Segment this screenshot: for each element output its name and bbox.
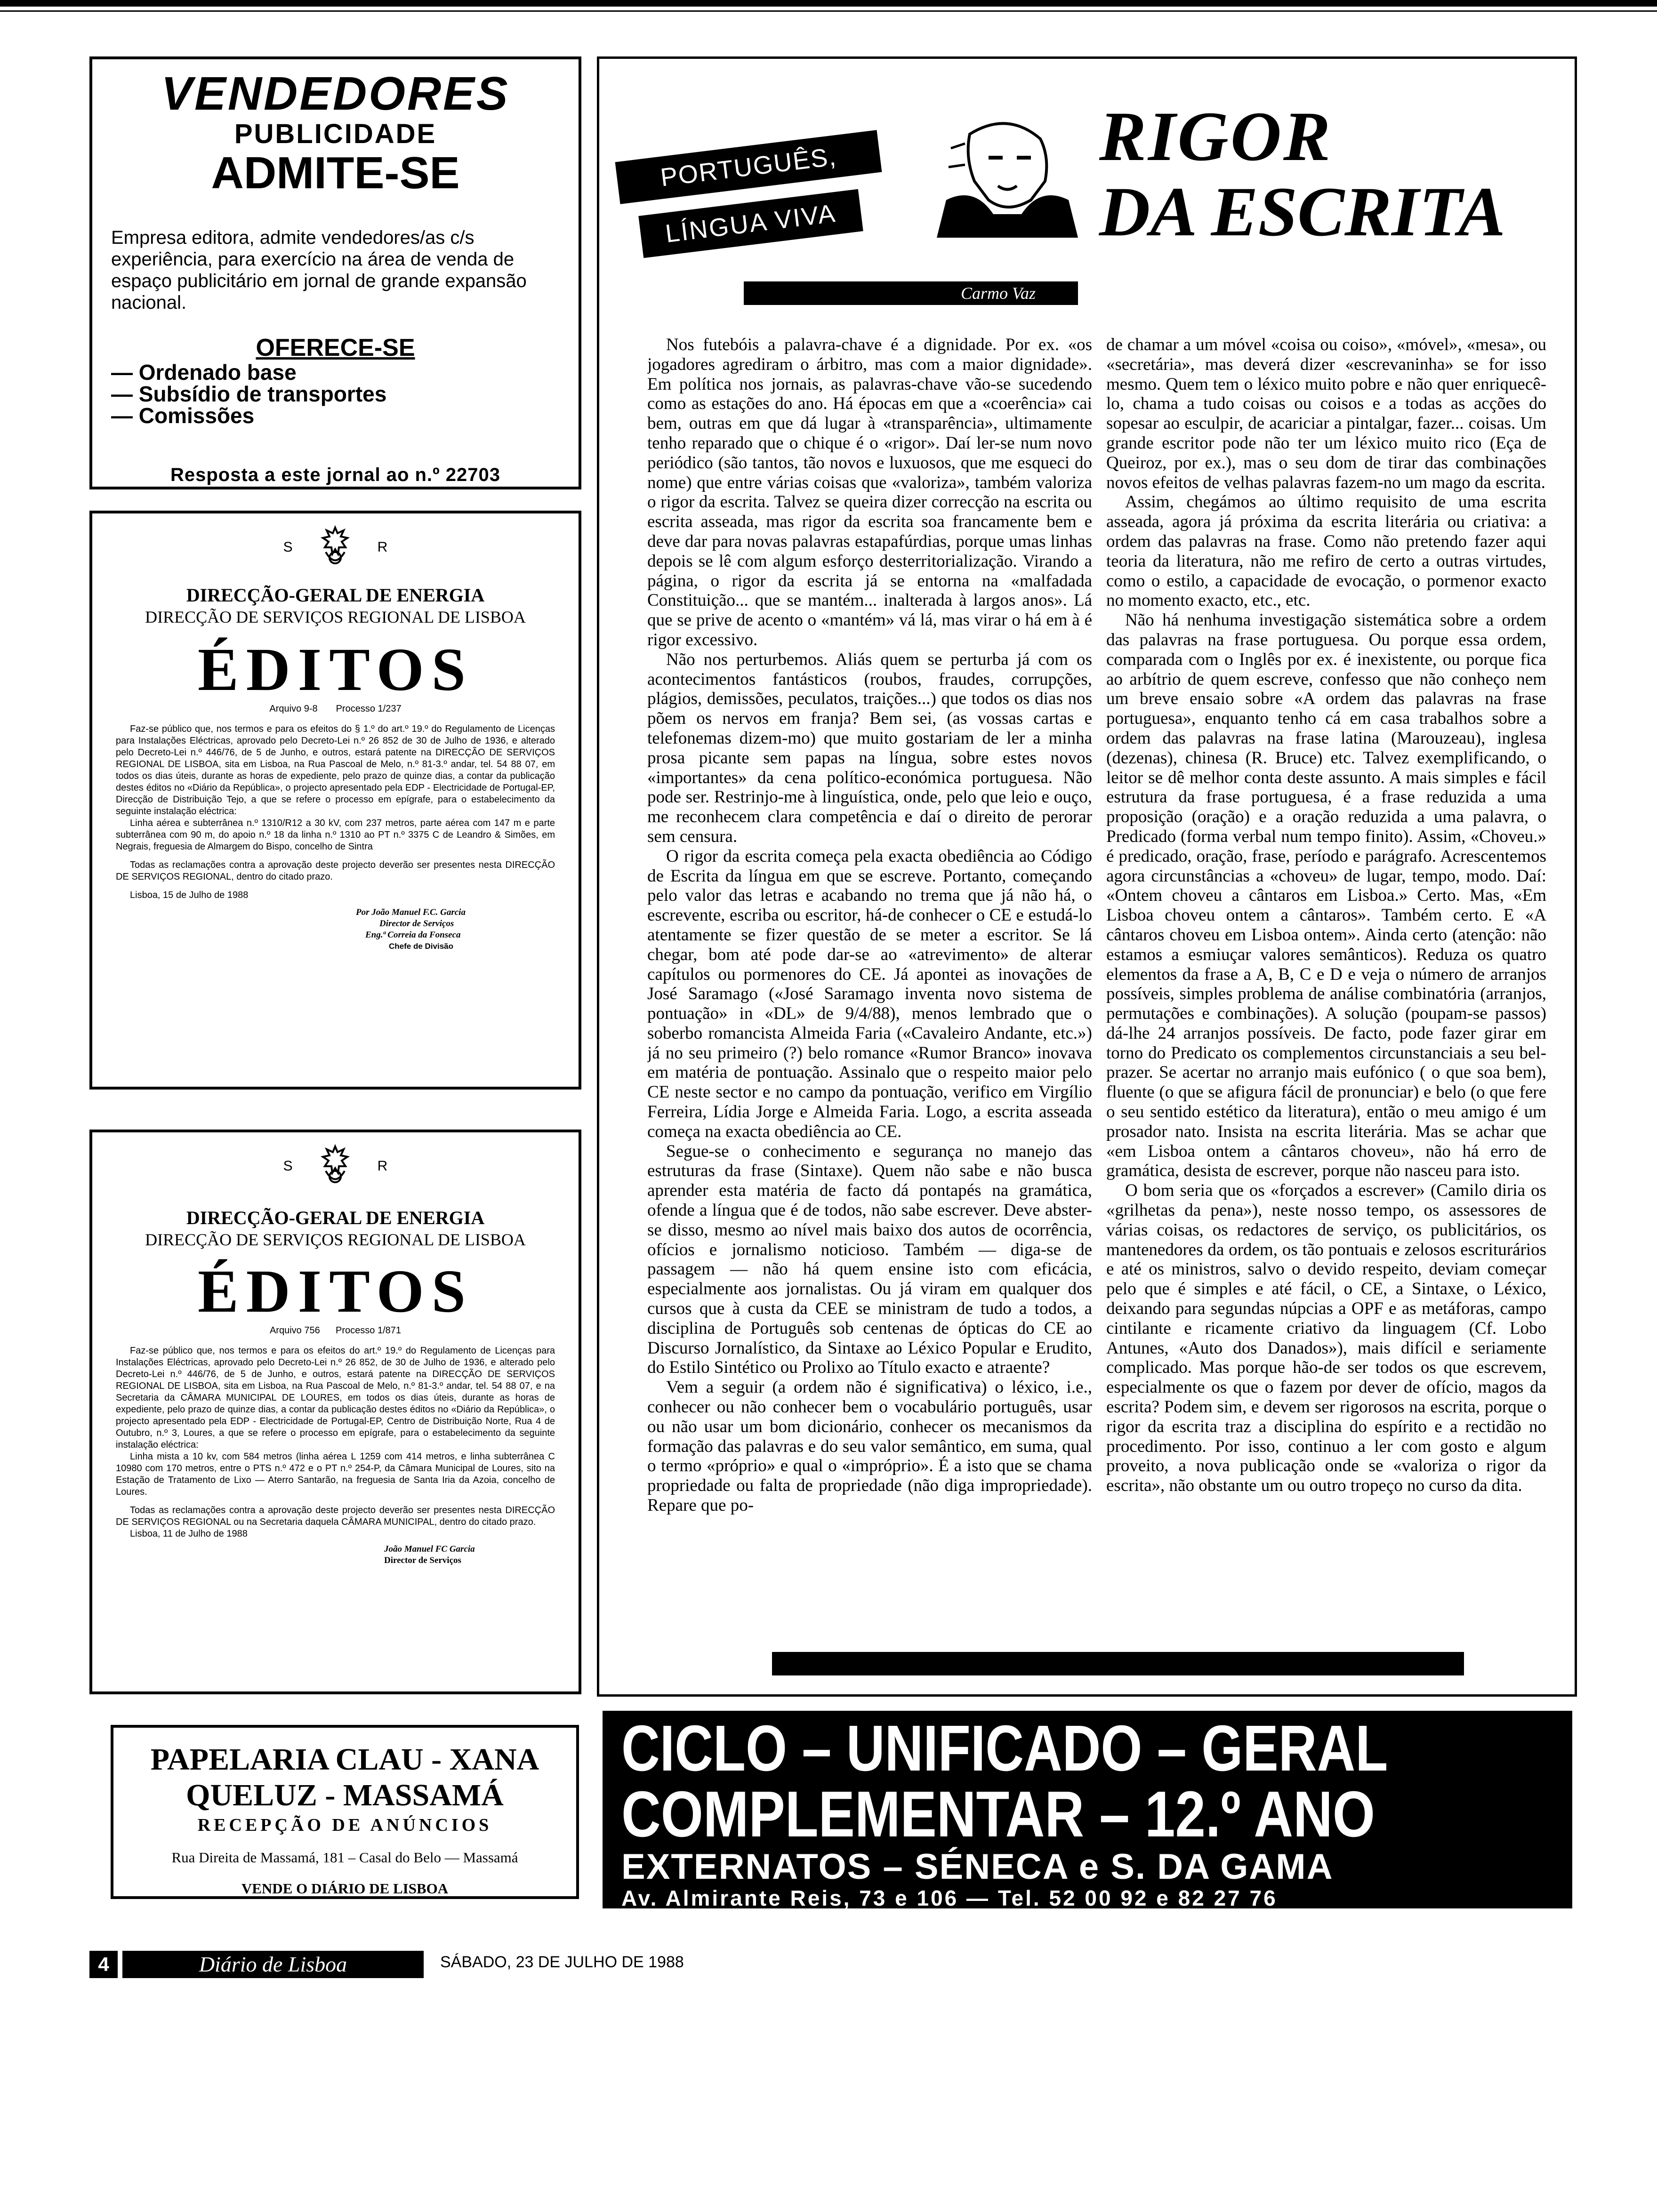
ad-body: Empresa editora, admite vendedores/as c/s experiência, para exercício na área de venda de espaço publicitário em jornal de grande expansão nacional. [111, 227, 527, 313]
ad-line-3: EXTERNATOS – SÉNECA e S. DA GAMA [621, 1847, 1334, 1887]
article-column-1 [647, 335, 1092, 1615]
paragraph: Segue-se o conhecimento e segurança no manejo das estruturas da frase (Sintaxe). Quem não sabe e não busca aprender esta matéria de facto dá pontapés na gramática, ofende a língua que é de todos, não sabe escrever. Deve abster-se disso, mesmo ao nível mais baixo dos autos de ocorrência, ofícios e jornalismo noticioso. Também — diga-se de passagem — não há quem ensine isto com eficácia, especialmente aos jornalistas. Ou já viram em qualquer dos cursos que à custa da CEE se ministram de tudo a todos, a disciplina de Português sob centenas de ópticas do CE ao Discurso Jornalístico, da Sintaxe ao Léxico Popular e Erudito, do Estilo Sintético ou Prolixo ao Título exacto e atraente? [647, 1141, 1092, 1378]
ad-subhead: PUBLICIDADE [234, 119, 437, 149]
banner-line-2: LÍNGUA VIVA [638, 189, 863, 258]
footer [89, 1951, 701, 1979]
ad-reply: Resposta a este jornal ao n.º 22703 [170, 465, 500, 485]
edict-text: Faz-se público que, nos termos e para os efeitos do art.º 19.º do Regulamento de Licenças para Instalações Eléctricas, aprovado pelo Decreto-Lei n.º 26 852, de 30 de Julho de 1936, e alterado pelo Decreto-Lei n.º 446/76, de 5 de Junho, e outros, estará patente na DIRECÇÃO DE SERVIÇOS REGIONAL DE LISBOA, sita em Lisboa, na Rua Pascoal de Melo, n.º 81-3.º andar, tel. 54 88 07, e na Secretaria da CÂMARA MUNICIPAL DE LOURES, em todos os dias úteis, durante as horas de expediente, pelo prazo de quinze dias, a contar da publicação destes éditos no «Diário da República», o projecto apresentado pela EDP - Electricidade de Portugal-EP, Centro de Distribuição Norte, Rua 4 de Outubro, n.º 3, Loures, a que se refere o processo em epígrafe, para o estabelecimento da seguinte instalação eléctrica: Linha mista a 10 kv, com 584 metros (linha aérea L 1259 com 414 metros, e linha subterrânea C 10980 com 170 metros, entre o PTS n.º 472 e o PT n.º 254-P, da Câmara Municipal de Loures, sito na Estação de Tratamento de Lixo — Aterro Santarão, na freguesia de Santa Iria da Azoia, concelho de Loures. Todas as reclamações contra a aprovação deste projecto deverão ser presentes nesta DIRECÇÃO DE SERVIÇOS REGIONAL ou na Secretaria daquela CÂMARA MUNICIPAL, dentro do citado prazo. Lisboa, 11 de Julho de 1988 [116, 1346, 555, 1539]
coat-of-arms-icon [312, 524, 359, 571]
ad-papelaria [111, 1725, 579, 1899]
banner-line-1: PORTUGUÊS, [615, 130, 882, 204]
edict-dept: DIRECÇÃO DE SERVIÇOS REGIONAL DE LISBOA [145, 608, 526, 626]
edict-title: ÉDITOS [198, 1258, 473, 1325]
shop-location: QUELUZ - MASSAMÁ [186, 1778, 504, 1812]
ad-offer-title: OFERECE-SE [256, 334, 415, 361]
ad-externatos [603, 1711, 1572, 1908]
coat-of-arms-icon [312, 1143, 359, 1190]
edict-dept: DIRECÇÃO DE SERVIÇOS REGIONAL DE LISBOA [145, 1230, 526, 1249]
column-banner [612, 127, 885, 268]
paragraph: Assim, chegámos ao último requisito de uma escrita asseada, agora já próxima da escrita literária ou criativa: a ordem das palavras na frase. Como não pretendo fazer aqui teoria da literatura, não me refiro de certo a outras virtudes, como o estilo, a capacidade de evocação, o pormenor exacto no momento exacto, etc., etc. [1106, 492, 1546, 610]
edict-org: DIRECÇÃO-GERAL DE ENERGIA [186, 585, 485, 606]
article-column-2 [1106, 335, 1546, 1615]
ad-offer-item: — Subsídio de transportes [111, 382, 387, 406]
edict-signature: Por João Manuel F.C. Garcia Director de Serviços Eng.ª Correia da Fonseca Chefe de Divisão [356, 907, 466, 951]
shop-name: PAPELARIA CLAU - XANA [150, 1742, 539, 1777]
shop-service: RECEPÇÃO DE ANÚNCIOS [197, 1815, 492, 1835]
shop-address: Rua Direita de Massamá, 181 – Casal do Belo — Massamá [171, 1849, 518, 1866]
ad-offer-item: — Comissões [111, 403, 255, 428]
ad-line-2: COMPLEMENTAR – 12.º ANO [621, 1778, 1375, 1851]
author-bar [744, 281, 1078, 305]
page-number: 4 [89, 1951, 118, 1978]
ad-headline: VENDEDORES [161, 67, 510, 120]
paragraph: O bom seria que os «forçados a escrever» (Camilo diria os «grilhetas da pena»), neste nosso tempo, os assessores de várias coisas, os redactores de serviço, os publicitários, os mantenedores da ordem, os tão pontuais e zelosos escriturários e até os ministros, salvo o devido respeito, deviam começar pelo que é simples e até fácil, o CE, a Sintaxe, o Léxico, deixando para segundas núpcias a OPF e as metáforas, campo cintilante e ricamente criativo da linguagem (Cf. Lobo Antunes, «Auto dos Danados»), mais difícil e seriamente complicado. Mas porque hão-de ser todos os que escrevem, especialmente os que o fazem por dever de ofício, magos da escrita? Podem sim, e devem ser rigorosos na escrita, porque o rigor da escrita traz a disciplina do espírito e a rectidão no procedimento. Por isso, continuo a ler com gosto e algum proveito, a nova publicação onde se «valoriza o rigor da escrita», não obstante um ou outro tropeço no curso da dita. [1106, 1181, 1546, 1496]
edict-ref: Arquivo 9-8 Processo 1/237 [269, 704, 402, 714]
article-title: RIGOR DA ESCRITA [1099, 97, 1505, 251]
edict-text: Faz-se público que, nos termos e para os efeitos do § 1.º do art.º 19.º do Regulamento de Licenças para Instalações Eléctricas, aprovado pelo Decreto-Lei n.º 26 852 de 30 de Julho de 1936, e alterado pelo Decreto-Lei n.º 446/76, de 5 de Junho, e outros, estará patente na DIRECÇÃO DE SERVIÇOS REGIONAL DE LISBOA, sita em Lisboa, na Rua Pascoal de Melo, n.º 81-3.º andar, tel. 54 88 07, em todos os dias úteis, durante as horas de expediente, pelo prazo de quinze dias, a contar da publicação destes éditos no «Diário da República», o projecto apresentado pela EDP - Electricidade de Portugal-EP, Direcção de Distribuição Tejo, a que se refere o processo em epígrafe, para o estabelecimento da seguinte instalação eléctrica: Linha aérea e subterrânea n.º 1310/R12 a 30 kV, com 237 metros, parte aérea com 147 m e parte subterrânea com 90 m, do apoio n.º 18 da linha n.º 1310 ao PT n.º 3375 C de Leandro & Simões, em Negrais, freguesia de Almargem do Bispo, concelho de Sintra Todas as reclamações contra a aprovação deste projecto deverão ser presentes nesta DIRECÇÃO DE SERVIÇOS REGIONAL, dentro do citado prazo. Lisboa, 15 de Julho de 1988 [116, 724, 555, 900]
ad-line-4: Av. Almirante Reis, 73 e 106 — Tel. 52 00 92 e 82 27 76 [621, 1886, 1278, 1910]
masthead-logo: Diário de Lisboa [122, 1951, 424, 1978]
article-bottom-bar [772, 1652, 1464, 1675]
author-portrait [937, 106, 1078, 238]
paragraph: Vem a seguir (a ordem não é significativa) o léxico, i.e., conhecer ou não conhecer bem o vocabulário português, usar ou não usar um bom dicionário, conhecer os mecanismos da formação das palavras e do seu valor semântico, em suma, qual o termo «próprio» e qual o «impróprio». É a isto que se chama propriedade ou falta de propriedade (não diga impropriedade). Repare que po- [647, 1378, 1092, 1515]
edict-org: DIRECÇÃO-GERAL DE ENERGIA [186, 1207, 485, 1228]
top-rule [0, 0, 1657, 7]
paragraph: Não nos perturbemos. Aliás quem se perturba já com os acontecimentos fantásticos (roubos, fraudes, corrupções, plágios, demissões, peculatos, traições...) que todos os dias nos põem os nervos em franja? Bem sei, (as vossas cartas e telefonemas dizem-mo) que muito gostariam de ler a minha prosa picante sem papas na língua, sobre estes novos «importantes» da cena político-económica portuguesa. Não pode ser. Restrinjo-me à linguística, onde, pelo que leio e ouço, me reconhecem clara competência e daí o direito de perorar sem censura. [647, 649, 1092, 846]
paragraph: O rigor da escrita começa pela exacta obediência ao Código de Escrita da língua em que se escreve. Portanto, começando pelo valor das letras e acabando no trema que já não há, o escrevente, escriba ou escritor, há-de conhecer o CE e estudá-lo atentamente se fizer questão de se meter a escritor. Se lá chegar, bom até pode dar-se ao «atrevimento» de alterar capítulos ou pormenores do CE. Já apontei as inovações de José Saramago («José Saramago inventa novo sistema de pontuação» in «DL» de 9/4/88), menos lembrado que o soberbo romancista Almeida Faria («Cavaleiro Andante, etc.») já no seu primeiro (?) belo romance «Rumor Branco» inovava em matéria de pontuação. Assinalo que o respeito maior pelo CE neste sector e no campo da pontuação, verifico em Virgílio Ferreira, Lídia Jorge e Almeida Faria. Logo, a escrita asseada começa na exacta obediência ao CE. [647, 846, 1092, 1141]
emblem: S R [116, 1143, 555, 1190]
edict-signature: João Manuel FC Garcia Director de Serviços [384, 1544, 475, 1565]
author-name: Carmo Vaz [960, 284, 1036, 303]
shop-sells: VENDE O DIÁRIO DE LISBOA [241, 1880, 449, 1897]
ad-vendedores [89, 56, 581, 489]
edict-title: ÉDITOS [198, 636, 473, 704]
edict-ref: Arquivo 756 Processo 1/871 [269, 1325, 402, 1336]
ad-line-1: CICLO – UNIFICADO – GERAL [621, 1712, 1388, 1785]
emblem: S R [116, 524, 555, 571]
paragraph: Não há nenhuma investigação sistemática sobre a ordem das palavras na frase portuguesa. Ou porque essa ordem, comparada com o Inglês por ex. é inexistente, ou porque fica ao arbítrio de quem escreve, confesso que não conheço nem um breve ensaio sobre «A ordem das palavras na frase portuguesa», enquanto tenho cá em casa trabalhos sobre a ordem das palavras na frase latina (Marouzeau), inglesa (dezenas), chinesa (R. Bruce) etc. Talvez exemplificando, o leitor se dê melhor conta deste assunto. A mais simples e fácil estrutura da frase portuguesa, é a frase reduzida a uma proposição (oração) e a oração reduzida a uma palavra, o Predicado (forma verbal num tempo finito). Assim, «Choveu.» é predicado, oração, frase, período e parágrafo. Acrescentemos agora circunstâncias a «choveu» de lugar, tempo, modo. Daí: «Ontem choveu a cântaros em Lisboa.» Certo. Mas, «Em Lisboa choveu ontem a cântaros». Também certo. E «A cântaros choveu em Lisboa ontem». Ainda certo (atenção: não estamos a esmiuçar valores semânticos). Reduza os quatro elementos da frase a A, B, C e D e veja o número de arranjos possíveis, simples problema de análise combinatória (arranjos, permutações e combinações). A solução (poupam-se passos) dá-lhe 24 arranjos possíveis. De facto, pode fazer girar em torno do Predicato os complementos circunstanciais a seu bel-prazer. Se acertar no arranjo mais eufónico ( o que soa bem), fluente (o que se afigura fácil de pronunciar) e belo (o que fere o seu sentido estético da literatura), então o meu amigo é um prosador nato. Insista na escrita literária. Mas se achar que «em Lisboa ontem a cântaros choveu», não há erro de gramática, desista de escrever, porque não nasceu para isto. [1106, 610, 1546, 1181]
top-rule-thin [0, 10, 1657, 12]
edict-1 [89, 511, 581, 1090]
paragraph: Nos futebóis a palavra-chave é a dignidade. Por ex. «os jogadores agrediram o árbitro, mas com a maior dignidade». Em política nos jornais, as palavras-chave vão-se sucedendo como as estações do ano. Há épocas em que a «coerência» cai bem, outras em que dá lugar à «transparência», ultimamente tenho reparado que o chique é o «rigor». Daí ler-se num novo periódico (são tantos, tão novos e luxuosos, que me esqueci do nome) que entre várias coisas que «valoriza», também valoriza o rigor da escrita. Talvez se queira dizer correcção na escrita ou escrita asseada, mas rigor da escrita soa francamente bem e deve dar para novas palavras estapafúrdias, porque umas linhas depois se lê com algum esforço desterritorialização. Virando a página, o rigor da escrita já se entorna na «malfadada Constituição... que se mantém... inalterada à largos anos». Lá que se prive de acento o «mantém» vá lá, mas virar o há em à é rigor excessivo. [647, 335, 1092, 649]
ad-admit: ADMITE-SE [211, 148, 460, 198]
edict-2 [89, 1130, 581, 1694]
paragraph: de chamar a um móvel «coisa ou coiso», «móvel», «mesa», ou «secretária», mas deverá dizer «escrevaninha» se for isso mesmo. Quem tem o léxico muito pobre e não quer enriquecê-lo, chama a tudo coisas ou coisos e a todas as acções do sopesar ao esculpir, de acariciar a pintalgar, fazer... coisas. Um grande escritor pode não ter um léxico muito rico (Eça de Queiroz, por ex.), mas o seu dom de tirar das combinações novos efeitos de velhas palavras fazem-no um mago da escrita. [1106, 335, 1546, 492]
ad-offer-item: — Ordenado base [111, 360, 297, 385]
issue-date: SÁBADO, 23 DE JULHO DE 1988 [440, 1953, 684, 1971]
